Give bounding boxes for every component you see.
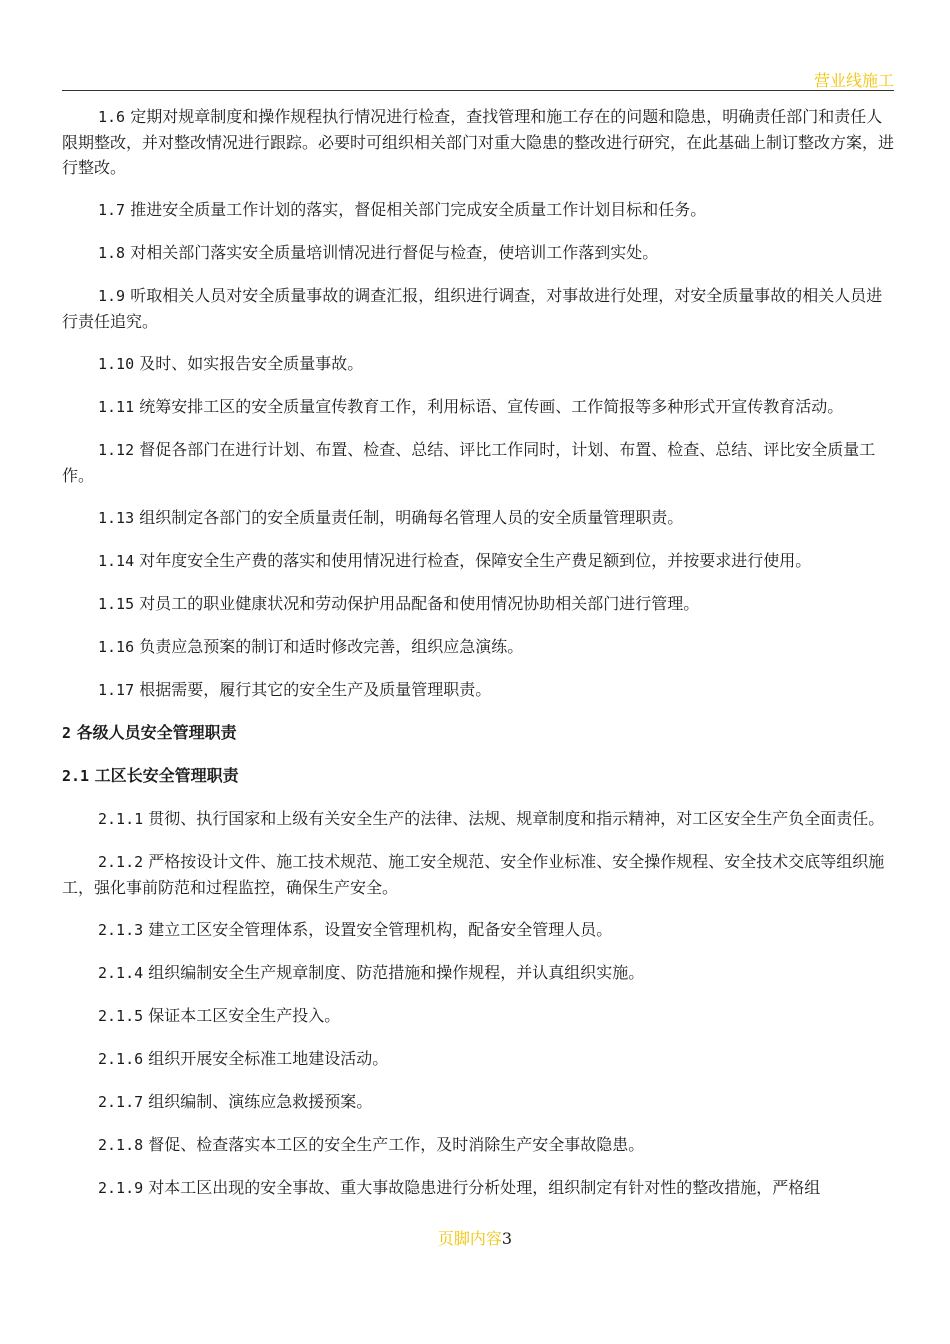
paragraph-1-6: 1.6 定期对规章制度和操作规程执行情况进行检查，查找管理和施工存在的问题和隐患，明确责任部门和责任人限期整改，并对整改情况进行跟踪。必要时可组织相关部门对重大隐患的整改进行研究，在此基础上制订整改方案，进行整改。 <box>62 107 895 177</box>
paragraph-2-1-5: 2.1.5 保证本工区安全生产投入。 <box>98 1006 341 1025</box>
paragraph-1-12: 1.12 督促各部门在进行计划、布置、检查、总结、评比工作同时，计划、布置、检查、总结、评比安全质量工作。 <box>62 440 876 485</box>
paragraph-2-1-8: 2.1.8 督促、检查落实本工区的安全生产工作，及时消除生产安全事故隐患。 <box>98 1135 645 1154</box>
paragraph-2-1-9: 2.1.9 对本工区出现的安全事故、重大事故隐患进行分析处理，组织制定有针对性的整改措施，严格组 <box>98 1178 821 1197</box>
header-text: 营业线施工 <box>813 71 894 90</box>
footer-text: 页脚内容 <box>437 1229 502 1248</box>
paragraph-1-7: 1.7 推进安全质量工作计划的落实，督促相关部门完成安全质量工作计划目标和任务。 <box>98 200 707 219</box>
paragraph-2-1-1: 2.1.1 贯彻、执行国家和上级有关安全生产的法律、法规、规章制度和指示精神，对工区安全生产负全面责任。 <box>98 809 885 828</box>
paragraph-1-10: 1.10 及时、如实报告安全质量事故。 <box>98 354 364 373</box>
paragraph-1-11: 1.11 统筹安排工区的安全质量宣传教育工作，利用标语、宣传画、工作简报等多种形式开宣传教育活动。 <box>98 397 844 416</box>
paragraph-2-1-3: 2.1.3 建立工区安全管理体系，设置安全管理机构，配备安全管理人员。 <box>98 920 613 939</box>
section-heading-2: 2 各级人员安全管理职责 <box>62 723 237 742</box>
paragraph-1-8: 1.8 对相关部门落实安全质量培训情况进行督促与检查，使培训工作落到实处。 <box>98 243 659 262</box>
document-body <box>62 104 894 1218</box>
paragraph-1-9: 1.9 听取相关人员对安全质量事故的调查汇报，组织进行调查，对事故进行处理，对安全质量事故的相关人员进行责任追究。 <box>62 286 883 331</box>
paragraph-2-1-2: 2.1.2 严格按设计文件、施工技术规范、施工安全规范、安全作业标准、安全操作规程、安全技术交底等组织施工，强化事前防范和过程监控，确保生产安全。 <box>62 852 885 897</box>
paragraph-1-17: 1.17 根据需要，履行其它的安全生产及质量管理职责。 <box>98 680 492 699</box>
paragraph-1-15: 1.15 对员工的职业健康状况和劳动保护用品配备和使用情况协助相关部门进行管理。 <box>98 594 700 613</box>
paragraph-2-1-7: 2.1.7 组织编制、演练应急救援预案。 <box>98 1092 373 1111</box>
section-heading-2-1: 2.1 工区长安全管理职责 <box>62 766 239 785</box>
paragraph-1-14: 1.14 对年度安全生产费的落实和使用情况进行检查，保障安全生产费足额到位，并按要求进行使用。 <box>98 551 812 570</box>
page-header <box>62 62 894 91</box>
page-footer <box>0 1226 950 1249</box>
page-number: 3 <box>501 1229 513 1248</box>
paragraph-1-13: 1.13 组织制定各部门的安全质量责任制，明确每名管理人员的安全质量管理职责。 <box>98 508 684 527</box>
paragraph-2-1-6: 2.1.6 组织开展安全标准工地建设活动。 <box>98 1049 389 1068</box>
paragraph-2-1-4: 2.1.4 组织编制安全生产规章制度、防范措施和操作规程，并认真组织实施。 <box>98 963 645 982</box>
paragraph-1-16: 1.16 负责应急预案的制订和适时修改完善，组织应急演练。 <box>98 637 524 656</box>
